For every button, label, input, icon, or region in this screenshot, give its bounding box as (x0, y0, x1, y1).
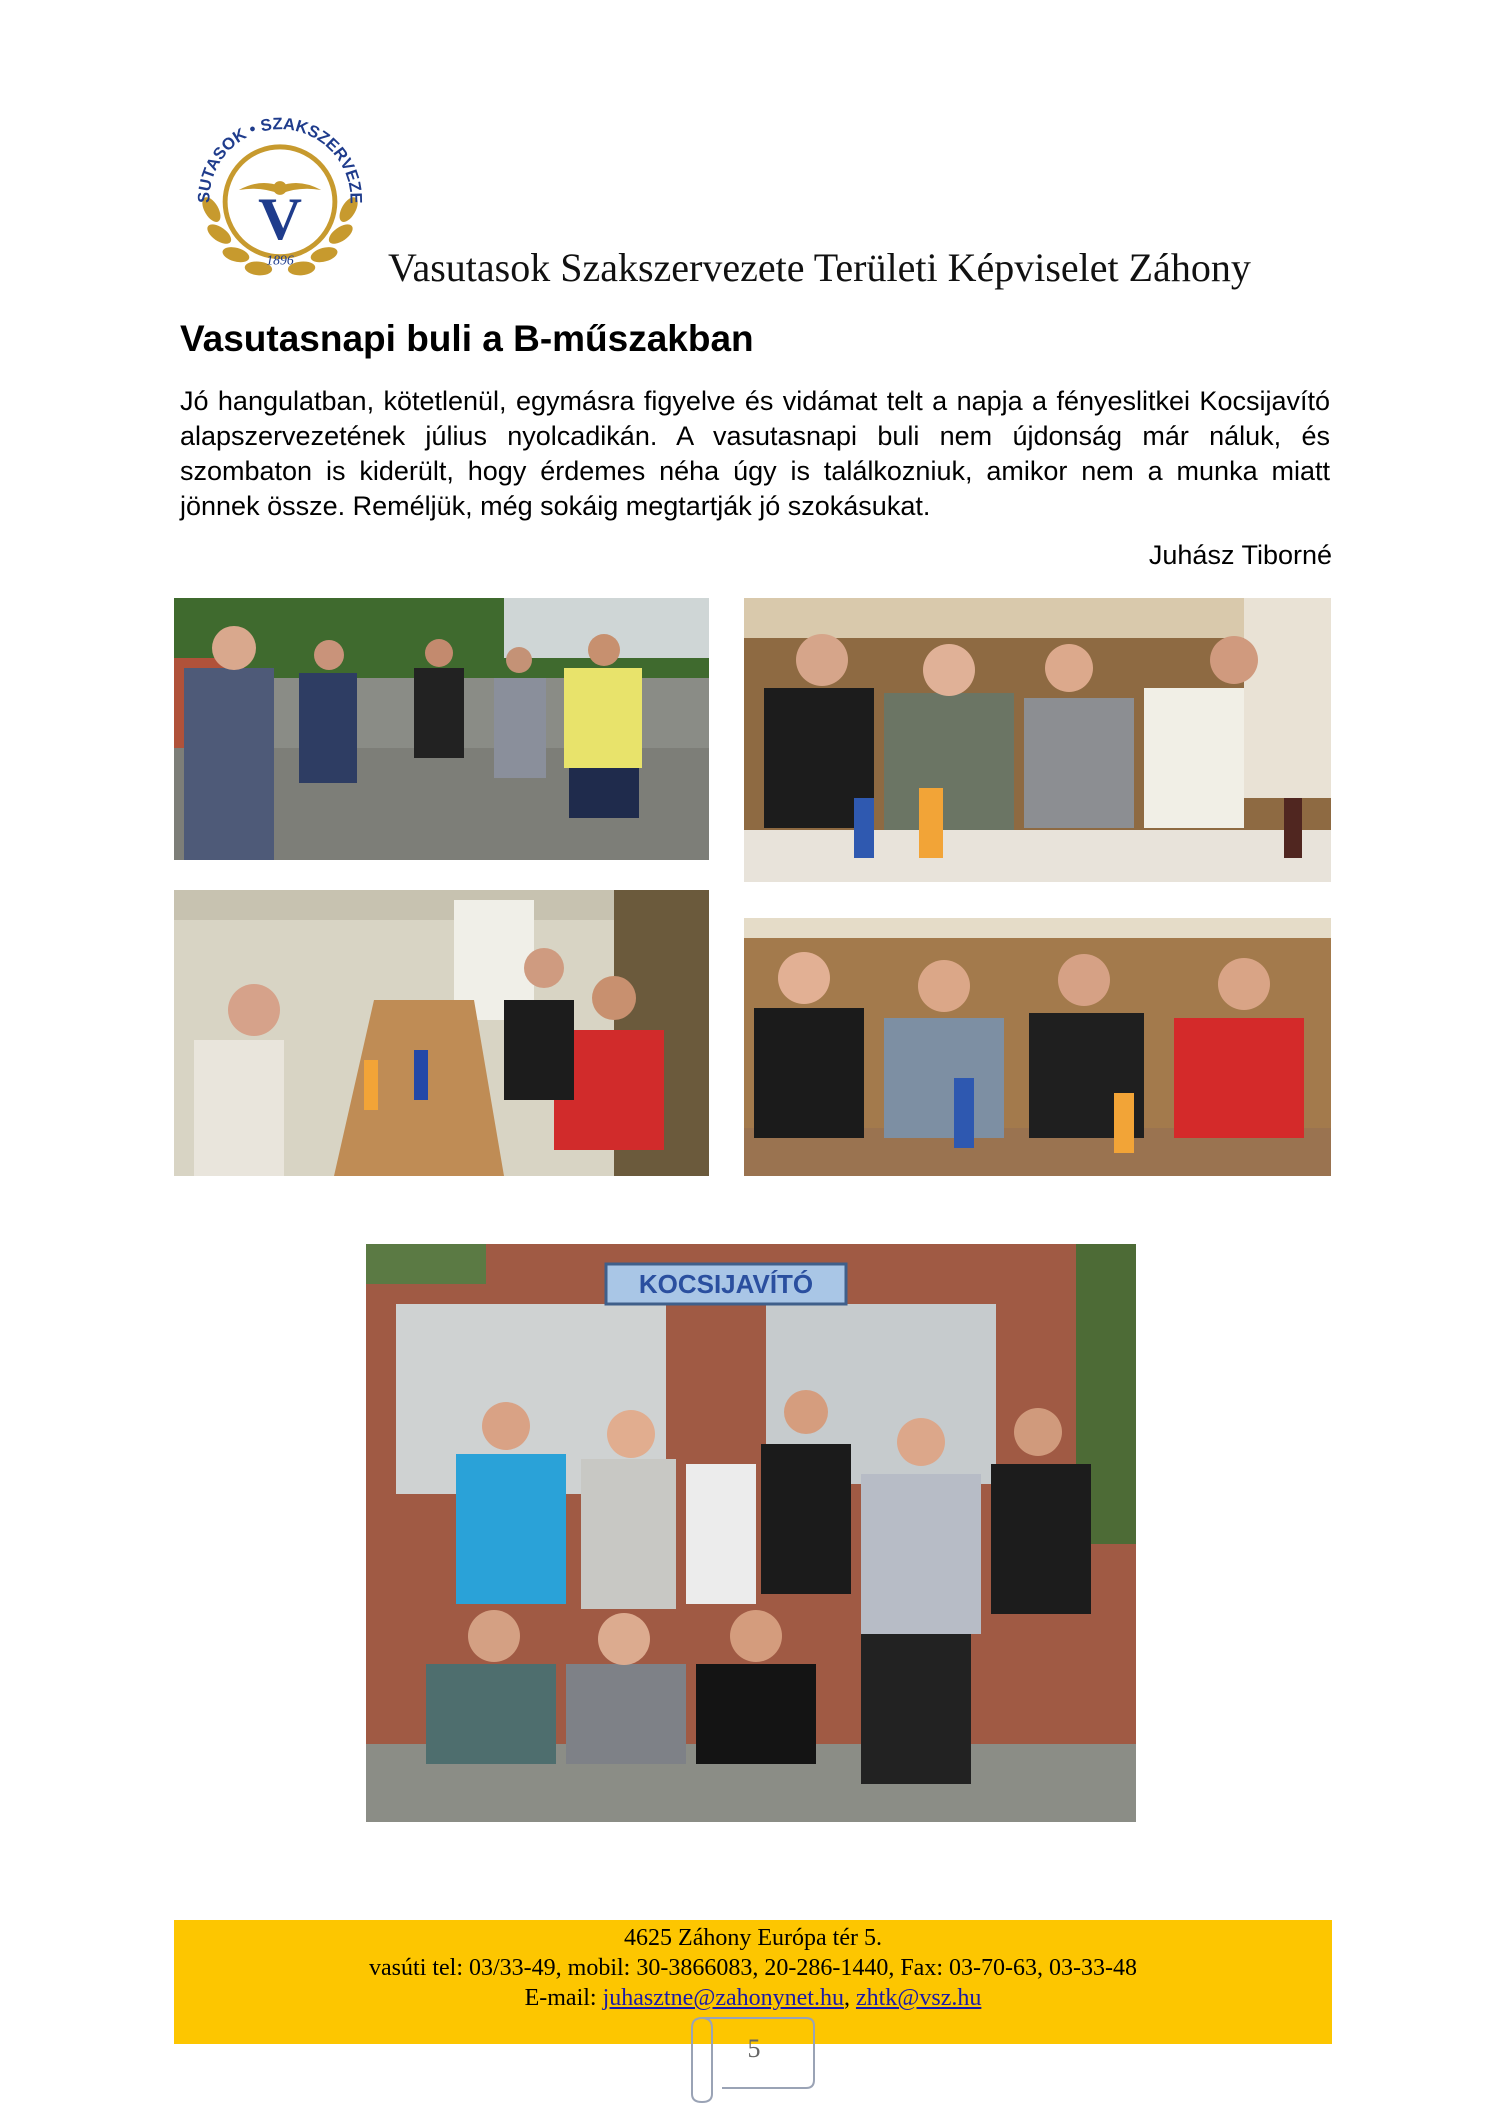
organization-name: Vasutasok Szakszervezete Területi Képviselet Záhony (388, 245, 1251, 290)
email-link-1[interactable]: juhasztne@zahonynet.hu (602, 1985, 844, 2011)
page-number: 5 (747, 2034, 761, 2063)
footer-address: 4625 Záhony Európa tér 5. (624, 1925, 882, 1951)
page-number-scroll (688, 2010, 820, 2104)
photo-long-table (174, 890, 709, 1176)
logo-letter: V (258, 186, 302, 253)
union-logo (182, 92, 378, 288)
article-title: Vasutasnapi buli a B-műszakban (180, 318, 754, 359)
logo-year: 1896 (266, 252, 294, 268)
email-separator: , (843, 1985, 850, 2011)
photo-seated-group-1 (744, 598, 1331, 882)
email-link-2[interactable]: zhtk@vsz.hu (855, 1985, 982, 2011)
article-body: Jó hangulatban, kötetlenül, egymásra figyelve és vidámat telt a napja a fényeslitkei Kocsijavító alapszervezetének július nyolcadikán. A vasutasnapi buli nem újdonság már náluk, és szombaton is kiderült, hogy érdemes néha úgy is találkozniuk, amikor nem a munka miatt jönnek össze. Reméljük, még sokáig megtartják jó szokásukat. (180, 386, 1330, 521)
logo-ring-text: SUTASOK • SZAKSZERVEZE (194, 114, 366, 204)
footer-email-label: E-mail: (524, 1985, 597, 2011)
photo-walking-group (174, 598, 709, 860)
building-sign: KOCSIJAVÍTÓ (638, 1269, 814, 1299)
article-author: Juhász Tiborné (1148, 540, 1332, 570)
footer-phones: vasúti tel: 03/33-49, mobil: 30-3866083, 20-286-1440, Fax: 03-70-63, 03-33-48 (369, 1955, 1137, 1981)
footer-email-line (174, 1983, 1332, 2013)
photo-seated-group-2 (744, 918, 1331, 1176)
photo-group-building (366, 1244, 1136, 1822)
